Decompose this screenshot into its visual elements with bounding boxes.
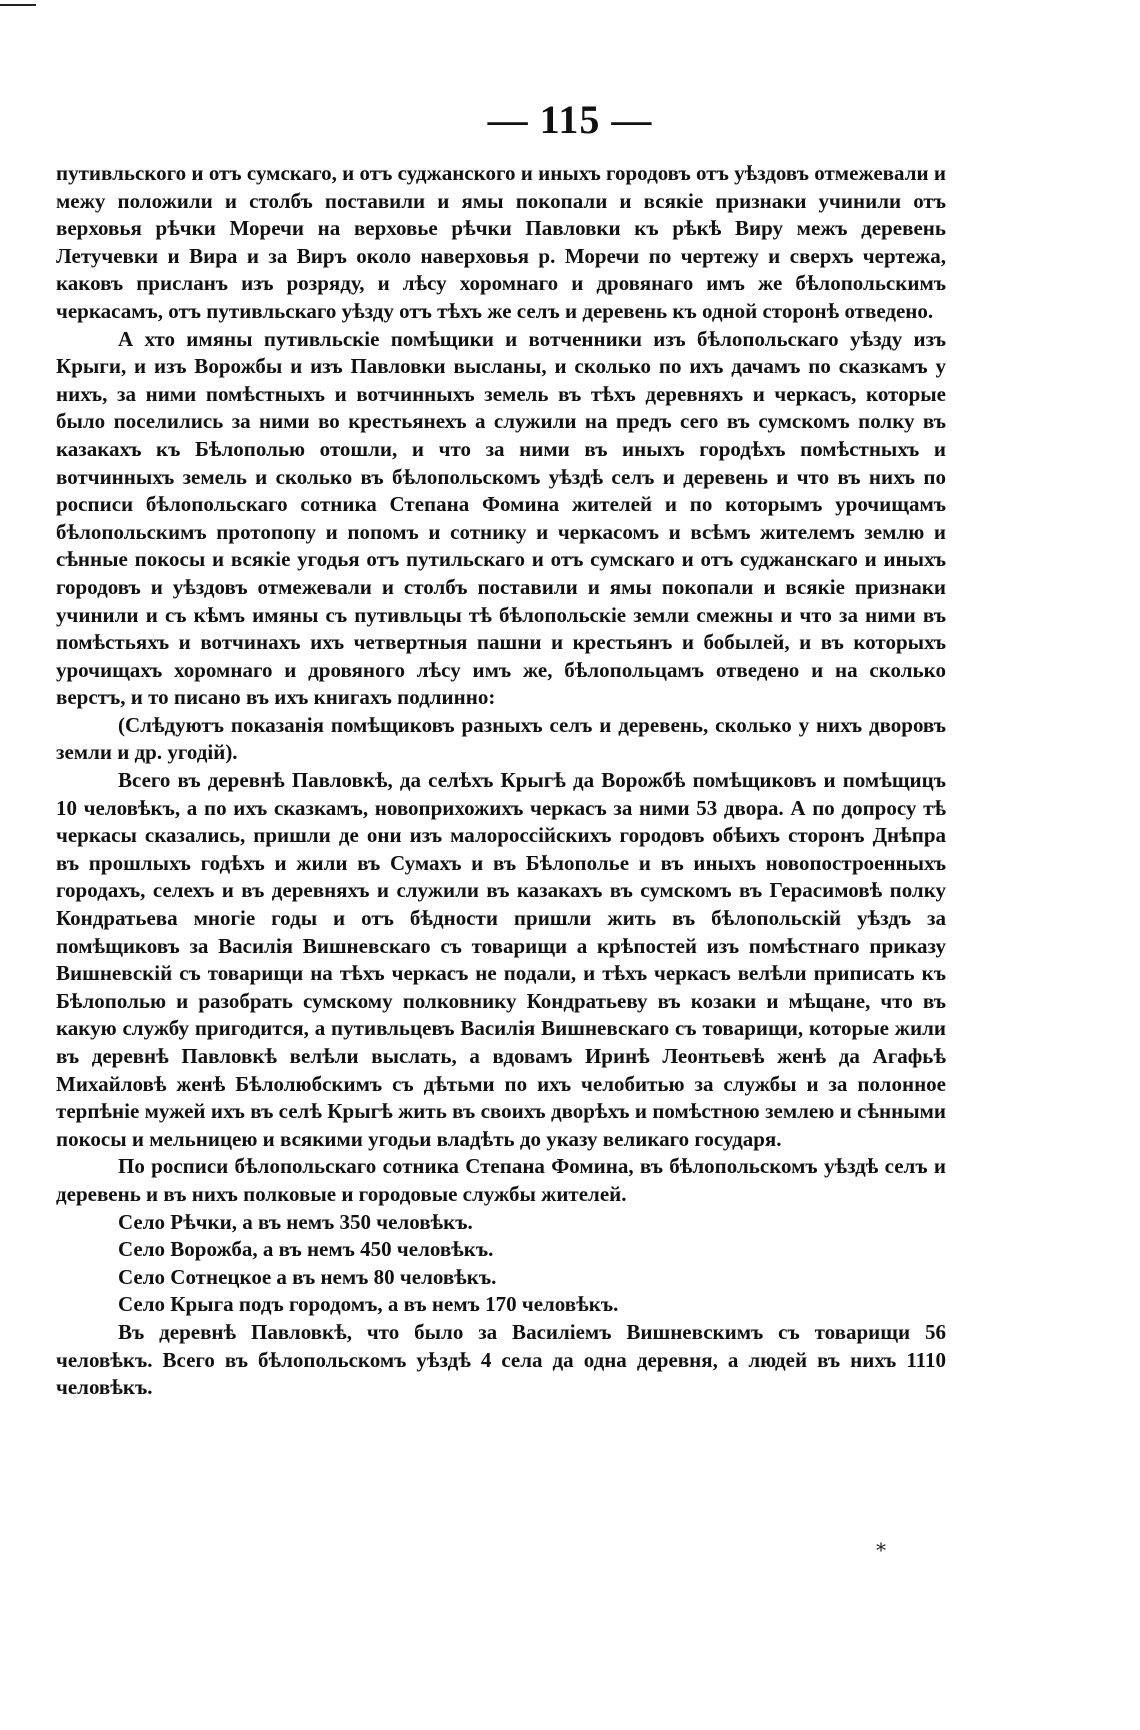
paragraph-census-intro: По росписи бѣлопольскаго сотника Степана Фомина, въ бѣлопольскомъ уѣздѣ селъ и деревень и въ нихъ полковые и городовые службы жителей. (56, 1154, 946, 1206)
village-entry: Село Сотнецкое а въ немъ 80 человѣкъ. (118, 1264, 497, 1289)
paragraph-landowners-query: А хто имяны путивльскіе помѣщики и вотченники изъ бѣлопольскаго уѣзду изъ Крыги, и изъ Ворожбы и изъ Павловки высланы, и сколько по ихъ дачамъ по сказкамъ у нихъ, за ними помѣстныхъ и вотчинныхъ земель въ тѣхъ деревняхъ и черкасъ, которые было поселились за ними во крестьянехъ а служили на предъ сего въ сумскомъ полку въ казакахъ къ Бѣлополью отошли, и что за ними въ иныхъ городѣхъ помѣстныхъ и вотчинныхъ земель и сколько въ бѣлопольскомъ уѣздѣ селъ и деревень и что въ нихъ по росписи бѣлопольскаго сотника Степана Фомина жителей и по которымъ урочищамъ бѣлопольскимъ протопопу и попомъ и сотнику и черкасомъ и всѣмъ жителемъ землю и сѣнные покосы и всякіе угодья отъ путильскаго и отъ сумскаго и отъ суджанскаго и иныхъ городовъ и уѣздовъ отмежевали и столбъ поставили и ямы покопали и всякіе признаки учинили и съ кѣмъ имяны съ путивльцы тѣ бѣлопольскіе земли смежны и что за ними въ помѣстьяхъ и вотчинахъ ихъ четвертныя пашни и крестьянъ и бобылей, и въ которыхъ урочищахъ хоромнаго и дровяного лѣсу имъ же, бѣлопольцамъ отведено и на сколько верстъ, и то писано въ ихъ книгахъ подлинно: (56, 326, 946, 710)
village-entry: Село Крыга подъ городомъ, а въ немъ 170 человѣкъ. (118, 1292, 619, 1317)
paragraph-closing-total: Въ деревнѣ Павловкѣ, что было за Василіемъ Вишневскимъ съ товарищи 56 человѣкъ. Всего въ бѣлопольскомъ уѣздѣ 4 села да одна деревня, а людей въ нихъ 1110 человѣкъ. (56, 1319, 946, 1400)
scan-corner-mark (0, 4, 36, 6)
asterisk-mark: * (876, 1538, 886, 1562)
village-entry: Село Ворожба, а въ немъ 450 человѣкъ. (118, 1237, 494, 1262)
paragraph-pavlovka-summary: Всего въ деревнѣ Павловкѣ, да селѣхъ Крыгѣ да Ворожбѣ помѣщиковъ и помѣщицъ 10 человѣкъ, а по ихъ сказкамъ, новоприхожихъ черкасъ за ними 53 двора. А по допросу тѣ черкасы сказались, пришли де они изъ малороссійскихъ городовъ обѣихъ сторонъ Днѣпра въ прошлыхъ годѣхъ и жили въ Сумахъ и въ Бѣлополье и въ иныхъ новопостроенныхъ городахъ, селехъ и въ деревняхъ и служили въ казакахъ въ сумскомъ въ Герасимовѣ полку Кондратьева многіе годы и отъ бѣдности пришли жить въ бѣлопольскій уѣздъ за помѣщиковъ за Василія Вишневскаго съ товарищи а крѣпостей изъ помѣстнаго приказу Вишневскій съ товарищи на тѣхъ черкасъ не подали, и тѣхъ черкасъ велѣли приписать къ Бѣлополью и разобрать сумскому полковнику Кондратьеву въ козаки и мѣщане, что въ какую службу пригодится, а путивльцевъ Василія Вишневскаго съ товарищи, которые жили въ деревнѣ Павловкѣ велѣли выслать, а вдовамъ Иринѣ Леонтьевѣ женѣ да Агафьѣ Михайловѣ женѣ Бѣлолюбскимъ съ дѣтьми по ихъ челобитью за службы и за полонное терпѣніе мужей ихъ въ селѣ Крыгѣ жить въ своихъ дворѣхъ и помѣстною землею и сѣнными покосы и мельницею и всякими угодьи владѣть до указу великаго государя. (56, 768, 946, 1151)
page-body (56, 160, 946, 1402)
page-number: — 115 — (487, 97, 653, 142)
paragraph-continuation: путивльского и отъ сумскаго, и отъ суджанского и иныхъ городовъ отъ уѣздовъ отмежевали и межу положили и столбъ поставили и ямы покопали и всякіе признаки учинили отъ верховья рѣчки Моречи на верховье рѣчки Павловки къ рѣкѣ Виру межъ деревень Летучевки и Вира и за Виръ около наверховья р. Моречи по чертежу и сверхъ чертежа, каковъ присланъ изъ розряду, и лѣсу хоромнаго и дровянаго имъ же бѣлопольскимъ черкасамъ, отъ путивльскаго уѣзду отъ тѣхъ же селъ и деревень къ одной сторонѣ отведено. (56, 161, 946, 323)
paragraph-editorial-note: (Слѣдуютъ показанія помѣщиковъ разныхъ селъ и деревень, сколько у нихъ дворовъ земли и др. угодій). (56, 712, 946, 765)
village-entry: Село Рѣчки, а въ немъ 350 человѣкъ. (118, 1209, 473, 1234)
